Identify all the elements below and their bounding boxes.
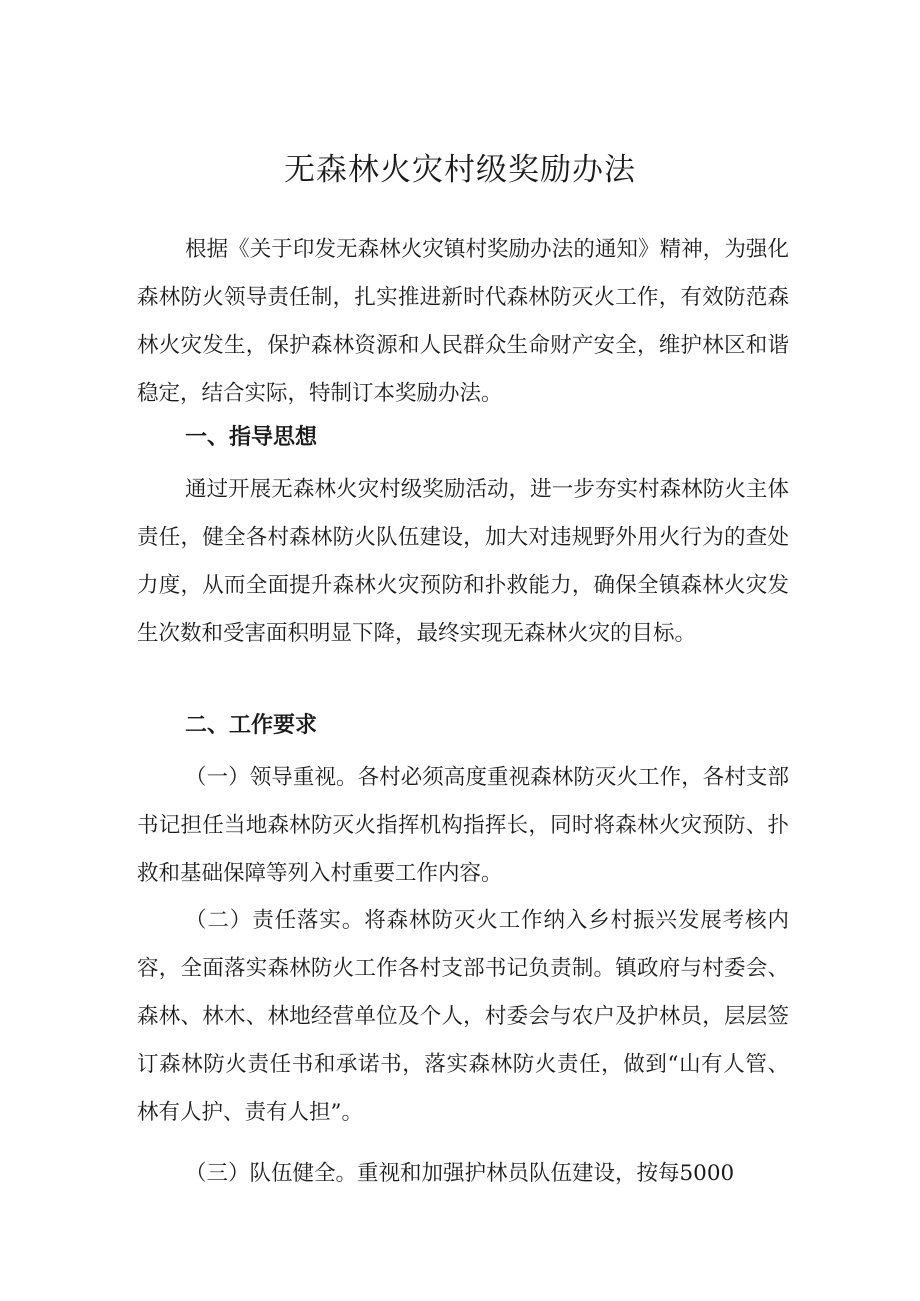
requirement-item-leadership: （一）领导重视。各村必须高度重视森林防灭火工作，各村支部书记担任当地森林防灭火指挥机构指挥长，同时将森林火灾预防、扑救和基础保障等列入村重要工作内容。 xyxy=(137,765,789,886)
requirement-item-team: （三）队伍健全。重视和加强护林员队伍建设，按每5000 xyxy=(185,1161,735,1186)
document-title: 无森林火灾村级奖励办法 xyxy=(284,152,636,188)
guiding-ideology-paragraph: 通过开展无森林火灾村级奖励活动，进一步夯实村森林防火主体责任，健全各村森林防火队伍建设，加大对违规野外用火行为的查处力度，从而全面提升森林火灾预防和扑救能力，确保全镇森林火灾发生次数和受害面积明显下降，最终实现无森林火灾的目标。 xyxy=(137,477,789,646)
requirement-item-responsibility: （二）责任落实。将森林防灭火工作纳入乡村振兴发展考核内容，全面落实森林防火工作各村支部书记负责制。镇政府与村委会、森林、林木、林地经营单位及个人，村委会与农户及护林员，层层签订森林防火责任书和承诺书，落实森林防火责任，做到“山有人管、林有人护、责有人担”。 xyxy=(137,908,789,1125)
section-heading-work-requirements: 二、工作要求 xyxy=(185,713,318,738)
section-heading-guiding-ideology: 一、指导思想 xyxy=(185,425,318,450)
intro-paragraph: 根据《关于印发无森林火灾镇村奖励办法的通知》精神，为强化森林防火领导责任制，扎实推进新时代森林防灭火工作，有效防范森林火灾发生，保护森林资源和人民群众生命财产安全，维护林区和谐稳定，结合实际，特制订本奖励办法。 xyxy=(137,237,789,406)
